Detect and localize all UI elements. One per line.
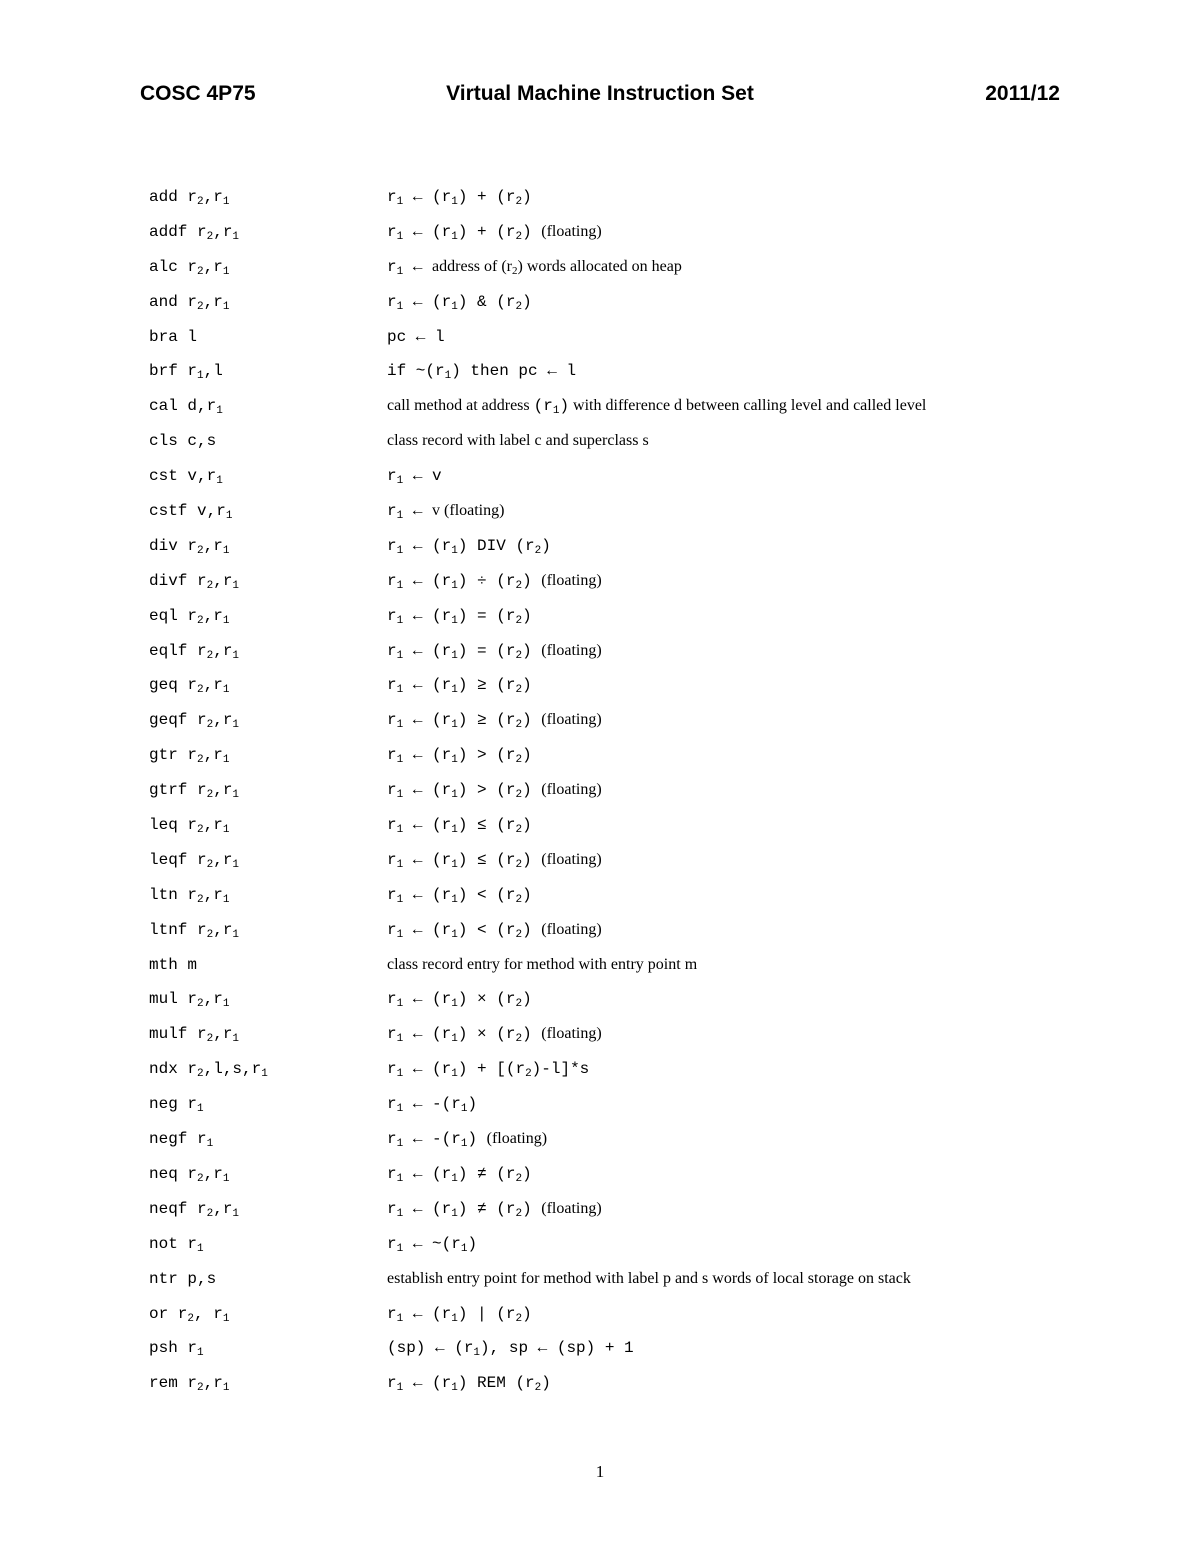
- instruction-syntax: leq $r_2,r_1$: [149, 816, 230, 837]
- description-segment: $r_1$ ← $(r_1)$ DIV $(r_2)$: [387, 536, 551, 557]
- instruction-row: [149, 1194, 1149, 1229]
- description-segment: $r_1$ ← $(r_1) + [(r_2)-l]*s$: [387, 1060, 590, 1081]
- instruction-description: [387, 1200, 602, 1218]
- instruction-syntax: mul $r_2,r_1$: [149, 990, 230, 1011]
- description-segment: (sp) ← $(r_1)$, sp ← (sp) + 1: [387, 1339, 634, 1360]
- instruction-description: [387, 537, 551, 555]
- description-segment: $r_1$ ← $(r_1)$ | $(r_2)$: [387, 1304, 532, 1325]
- instruction-syntax: ndx $r_2,l,s,r_1$: [149, 1060, 268, 1081]
- instruction-syntax: cst $v,r_1$: [149, 467, 223, 488]
- description-segment: with difference d between calling level and called level: [569, 397, 927, 415]
- instruction-row: [149, 880, 1149, 915]
- instruction-row: [149, 636, 1149, 671]
- instruction-description: [387, 188, 532, 206]
- description-segment: (floating): [541, 850, 602, 868]
- description-segment: call method at address: [387, 397, 534, 415]
- description-segment: $r_1$ ← $-(r_1)$: [387, 1130, 487, 1151]
- instruction-syntax: neqf $r_2,r_1$: [149, 1199, 240, 1220]
- description-segment: $r_1$ ← $(r_1) = (r_2)$: [387, 641, 542, 662]
- description-segment: $r_1$ ← $-(r_1)$: [387, 1095, 478, 1116]
- description-segment: $r_1$ ←: [387, 257, 433, 278]
- instruction-description: [387, 293, 532, 311]
- instruction-row: [149, 1159, 1149, 1194]
- instruction-description: [387, 1095, 478, 1116]
- course-code: COSC 4P75: [140, 82, 256, 105]
- instruction-description: [387, 1165, 532, 1183]
- instruction-syntax: eql $r_2,r_1$: [149, 606, 230, 627]
- description-segment: (floating): [541, 222, 602, 240]
- description-segment: (floating): [541, 1199, 602, 1217]
- description-segment: $r_1$ ← $(r_1) \times (r_2)$: [387, 1025, 542, 1046]
- instruction-description: [387, 397, 927, 418]
- instruction-syntax: or $r_2$, $r_1$: [149, 1304, 230, 1325]
- description-segment: $r_1$ ←: [387, 502, 433, 523]
- instruction-row: [149, 1229, 1149, 1264]
- instruction-description: [387, 607, 532, 625]
- instruction-syntax: cal $d,r_1$: [149, 397, 223, 418]
- instruction-description: [387, 1305, 532, 1323]
- description-segment: $r_1$ ← $(r_1) \ge (r_2)$: [387, 711, 542, 732]
- instruction-description: [387, 1270, 911, 1288]
- description-segment: establish entry point for method with label p and s words of local storage on stack: [387, 1269, 911, 1287]
- instruction-row: [149, 426, 1149, 461]
- instruction-syntax: and $r_2,r_1$: [149, 292, 230, 313]
- instruction-row: [149, 1299, 1149, 1334]
- description-segment: $r_1$ ← $(r_1) \ge (r_2)$: [387, 676, 532, 697]
- instruction-row: [149, 356, 1149, 391]
- instruction-description: [387, 572, 602, 590]
- instruction-syntax: cstf $v,r_1$: [149, 502, 233, 523]
- instruction-description: [387, 223, 602, 241]
- instruction-syntax: leqf $r_2,r_1$: [149, 850, 240, 871]
- description-segment: pc ← l: [387, 327, 445, 346]
- description-segment: $r_1$ ← $(r_1) \div (r_2)$: [387, 571, 542, 592]
- instruction-row: [149, 1333, 1149, 1368]
- instruction-syntax: eqlf $r_2,r_1$: [149, 641, 240, 662]
- instruction-row: [149, 775, 1149, 810]
- description-segment: $r_1$ ← $(r_1)$ REM $(r_2)$: [387, 1374, 551, 1395]
- instruction-row: [149, 740, 1149, 775]
- instruction-description: [387, 746, 532, 767]
- instruction-description: [387, 1374, 551, 1395]
- description-segment: v (floating): [432, 502, 505, 520]
- description-segment: (floating): [541, 641, 602, 659]
- instruction-syntax: neg $r_1$: [149, 1095, 204, 1116]
- instruction-row: [149, 810, 1149, 845]
- instruction-table: [149, 182, 1149, 1403]
- description-segment: (floating): [541, 571, 602, 589]
- instruction-row: [149, 496, 1149, 531]
- description-segment: (floating): [541, 711, 602, 729]
- instruction-row: [149, 1089, 1149, 1124]
- instruction-description: [387, 1339, 634, 1360]
- instruction-description: [387, 676, 532, 697]
- instruction-description: [387, 1130, 548, 1151]
- instruction-row: [149, 1264, 1149, 1299]
- instruction-row: [149, 1054, 1149, 1089]
- instruction-syntax: add $r_2,r_1$: [149, 188, 230, 208]
- instruction-row: [149, 670, 1149, 705]
- instruction-row: [149, 1368, 1149, 1403]
- page-header: [140, 82, 1060, 112]
- instruction-syntax: gtrf $r_2,r_1$: [149, 781, 240, 802]
- instruction-description: [387, 1060, 590, 1081]
- instruction-row: [149, 845, 1149, 880]
- instruction-row: [149, 287, 1149, 322]
- description-segment: address of $(r_2)$ words allocated on heap: [432, 257, 682, 277]
- description-segment: $r_1$ ← $\sim(r_1)$: [387, 1234, 478, 1255]
- description-segment: $r_1$ ← $(r_1) \le (r_2)$: [387, 850, 542, 871]
- description-segment: $(r_1)$: [533, 397, 570, 418]
- instruction-row: [149, 601, 1149, 636]
- instruction-row: [149, 252, 1149, 287]
- instruction-description: [387, 328, 445, 346]
- instruction-row: [149, 1124, 1149, 1159]
- instruction-syntax: div $r_2,r_1$: [149, 536, 230, 557]
- instruction-row: [149, 531, 1149, 566]
- instruction-syntax: alc $r_2,r_1$: [149, 257, 230, 278]
- instruction-description: [387, 642, 602, 660]
- instruction-syntax: geq $r_2,r_1$: [149, 676, 230, 697]
- description-segment: (floating): [541, 1025, 602, 1043]
- description-segment: (floating): [541, 781, 602, 799]
- instruction-row: [149, 1019, 1149, 1054]
- description-segment: (floating): [541, 920, 602, 938]
- description-segment: $r_1$ ← $(r_1) \ne (r_2)$: [387, 1164, 532, 1185]
- instruction-syntax: psh $r_1$: [149, 1339, 204, 1360]
- description-segment: $r_1$ ← $(r_1) + (r_2)$: [387, 188, 532, 208]
- document-title: Virtual Machine Instruction Set: [446, 82, 754, 105]
- instruction-syntax: mulf $r_2,r_1$: [149, 1025, 240, 1046]
- instruction-row: [149, 391, 1149, 426]
- instruction-row: [149, 566, 1149, 601]
- instruction-description: [387, 886, 532, 904]
- instruction-syntax: ltnf $r_2,r_1$: [149, 920, 240, 941]
- instruction-description: [387, 362, 577, 383]
- instruction-row: [149, 950, 1149, 985]
- instruction-description: [387, 956, 697, 974]
- instruction-syntax: neq $r_2,r_1$: [149, 1164, 230, 1185]
- instruction-description: [387, 432, 649, 450]
- description-segment: (floating): [486, 1130, 548, 1148]
- instruction-description: [387, 711, 602, 732]
- description-segment: class record with label c and superclass s: [387, 432, 649, 450]
- instruction-syntax: bra l: [149, 327, 198, 346]
- instruction-row: [149, 915, 1149, 950]
- description-segment: $r_1$ ← $(r_1) \times (r_2)$: [387, 990, 532, 1011]
- instruction-description: [387, 851, 602, 869]
- instruction-syntax: cls c,s: [149, 432, 217, 451]
- description-segment: $r_1$ ← $(r_1) < (r_2)$: [387, 885, 532, 906]
- instruction-row: [149, 461, 1149, 496]
- description-segment: $r_1$ ← $(r_1) < (r_2)$: [387, 920, 542, 941]
- description-segment: $r_1$ ← $(r_1) \le (r_2)$: [387, 816, 532, 837]
- instruction-description: [387, 502, 505, 523]
- instruction-syntax: ltn $r_2,r_1$: [149, 885, 230, 906]
- instruction-syntax: not $r_1$: [149, 1234, 204, 1255]
- page-number: 1: [595, 1462, 605, 1481]
- instruction-syntax: addf $r_2,r_1$: [149, 222, 240, 243]
- description-segment: $r_1$ ← $(r_1) > (r_2)$: [387, 746, 532, 767]
- instruction-row: [149, 984, 1149, 1019]
- academic-year: 2011/12: [985, 82, 1060, 105]
- instruction-row: [149, 182, 1149, 217]
- description-segment: $r_1$ ← $(r_1)$ & $(r_2)$: [387, 292, 532, 313]
- instruction-description: [387, 781, 602, 802]
- instruction-row: [149, 322, 1149, 357]
- instruction-description: [387, 258, 682, 276]
- description-segment: $r_1$ ← $(r_1) > (r_2)$: [387, 781, 542, 802]
- instruction-syntax: gtr $r_2,r_1$: [149, 746, 230, 767]
- instruction-description: [387, 1025, 602, 1046]
- description-segment: $r_1$ ← $(r_1) \ne (r_2)$: [387, 1199, 542, 1220]
- instruction-row: [149, 217, 1149, 252]
- instruction-description: [387, 467, 442, 488]
- description-segment: $r_1$ ← $(r_1) = (r_2)$: [387, 606, 532, 627]
- instruction-syntax: geqf $r_2,r_1$: [149, 711, 240, 732]
- instruction-syntax: negf $r_1$: [149, 1130, 214, 1151]
- description-segment: class record entry for method with entry point m: [387, 955, 698, 973]
- instruction-syntax: brf $r_1,l$: [149, 362, 223, 383]
- instruction-syntax: divf $r_2,r_1$: [149, 571, 240, 592]
- instruction-description: [387, 921, 602, 939]
- description-segment: $r_1$ ← $(r_1) + (r_2)$: [387, 222, 542, 243]
- description-segment: $r_1$ ← v: [387, 467, 442, 488]
- instruction-description: [387, 816, 532, 837]
- instruction-syntax: ntr p,s: [149, 1269, 217, 1288]
- instruction-syntax: rem $r_2,r_1$: [149, 1374, 230, 1395]
- instruction-description: [387, 990, 532, 1011]
- instruction-row: [149, 705, 1149, 740]
- instruction-description: [387, 1235, 477, 1253]
- instruction-syntax: mth m: [149, 955, 198, 974]
- description-segment: if $\sim(r_1)$ then pc ← l: [387, 362, 577, 383]
